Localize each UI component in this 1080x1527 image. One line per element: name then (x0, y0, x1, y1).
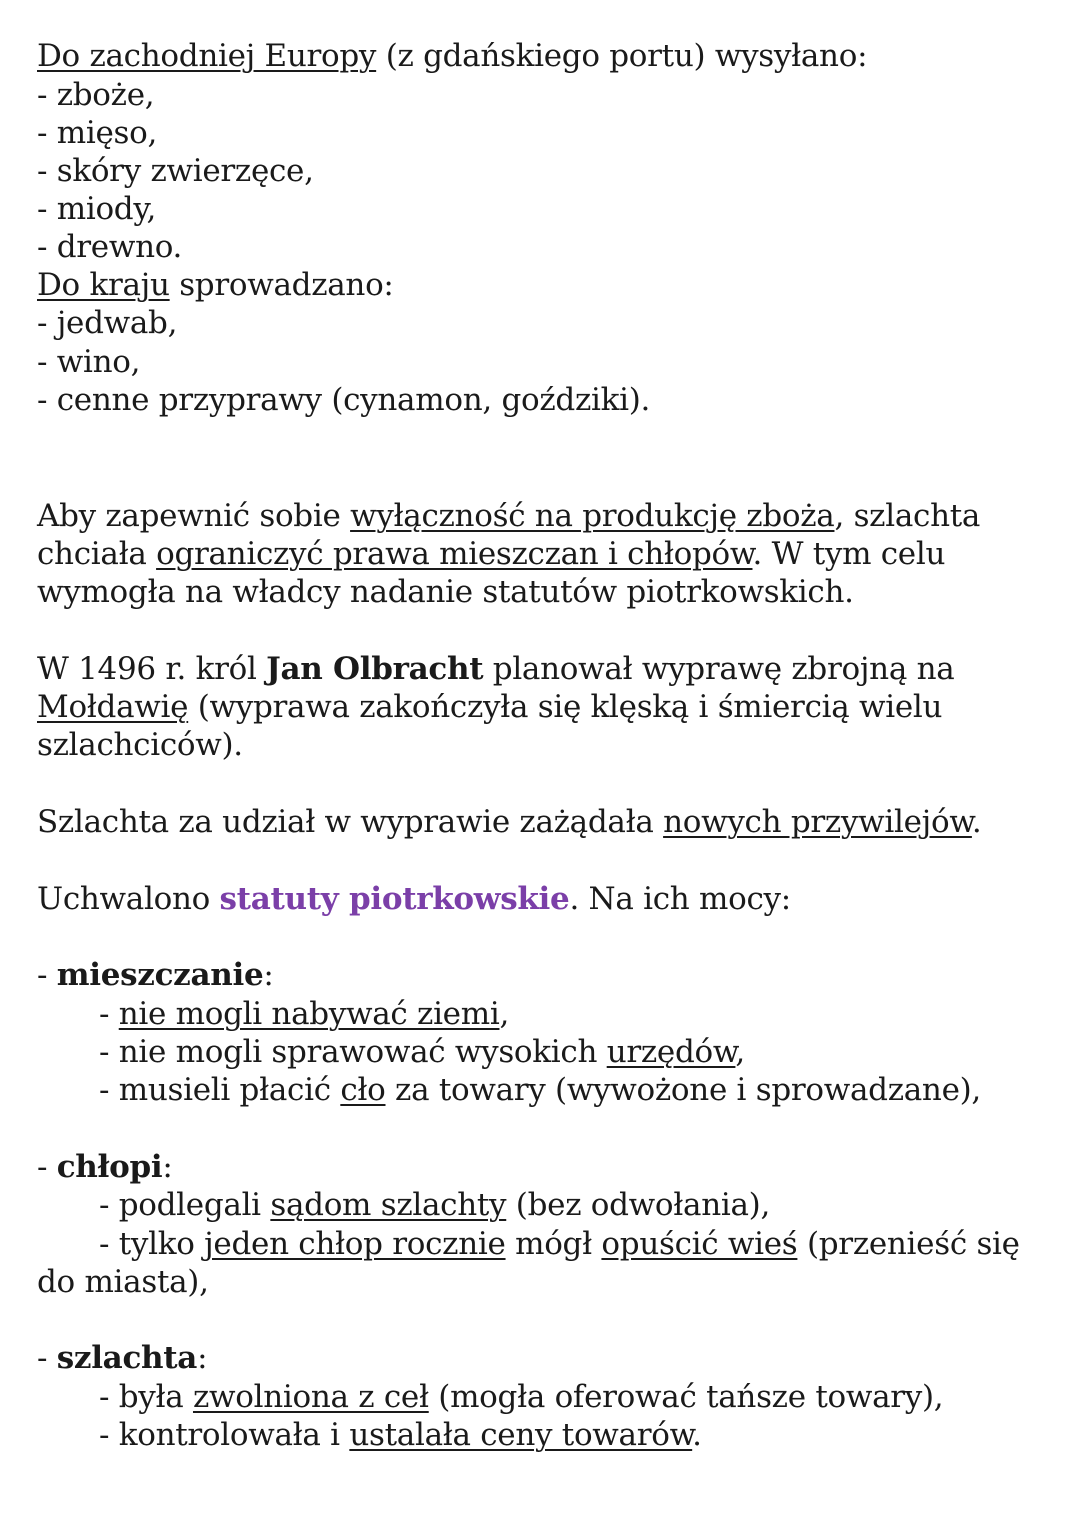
para1-line3: wymogła na władcy nadanie statutów piotrkowskich. (37, 574, 854, 610)
text-span: W 1496 r. król (37, 651, 267, 687)
text-span: - (37, 1340, 57, 1376)
chlopi-heading (37, 1148, 173, 1186)
export-item: - miody, (37, 191, 156, 227)
underlined-phrase: opuścić wieś (601, 1226, 798, 1262)
export-heading (37, 37, 867, 75)
text-span: - była (99, 1379, 193, 1415)
text-span: . (692, 1417, 702, 1453)
text-span: - nie mogli sprawować wysokich (99, 1034, 607, 1070)
text-span: Aby zapewnić sobie (37, 498, 351, 534)
text-span: chciała (37, 536, 157, 572)
mieszczanie-heading (37, 956, 274, 994)
szlachta-item (99, 1378, 943, 1416)
text-span: , (735, 1034, 745, 1070)
text-span: - (99, 996, 119, 1032)
text-span: mógł (505, 1226, 602, 1262)
text-span: (mogła oferować tańsze towary), (428, 1379, 944, 1415)
import-heading (37, 266, 394, 304)
group-label: szlachta (56, 1340, 198, 1376)
para2-line1 (37, 650, 954, 688)
text-span: Szlachta za udział w wyprawie zażądała (37, 804, 664, 840)
text-span: , szlachta (834, 498, 981, 534)
export-item: - skóry zwierzęce, (37, 153, 314, 189)
import-heading-rest: sprowadzano: (169, 267, 394, 303)
underlined-phrase: ograniczyć prawa mieszczan i chłopów (156, 536, 753, 572)
text-span: . W tym celu (752, 536, 946, 572)
chlopi-item (99, 1186, 770, 1224)
text-span: za towary (wywożone i sprowadzane), (385, 1072, 981, 1108)
text-span: (bez odwołania), (506, 1187, 771, 1223)
para2-line2 (37, 688, 942, 726)
text-span: - (37, 957, 57, 993)
text-span: planował wyprawę zbrojną na (483, 651, 955, 687)
statuty-highlight: statuty piotrkowskie (219, 881, 570, 917)
underlined-phrase: cło (340, 1072, 386, 1108)
underlined-phrase: nowych przywilejów (663, 804, 972, 840)
underlined-phrase: ustalała ceny towarów (349, 1417, 693, 1453)
text-span: - kontrolowała i (99, 1417, 350, 1453)
mieszczanie-item (99, 1033, 745, 1071)
mieszczanie-item (99, 1071, 981, 1109)
para2-line3: szlachciców). (37, 727, 243, 763)
mieszczanie-item (99, 995, 509, 1033)
text-span: (wyprawa zakończyła się klęską i śmiercią wielu (188, 689, 943, 725)
text-span: Uchwalono (37, 881, 220, 917)
chlopi-item (99, 1225, 1020, 1263)
export-item: - mięso, (37, 115, 158, 151)
export-item: - drewno. (37, 229, 183, 265)
text-span: : (197, 1340, 208, 1376)
text-span: - (37, 1149, 57, 1185)
text-span: : (263, 957, 274, 993)
szlachta-heading (37, 1339, 207, 1377)
import-heading-underlined: Do kraju (37, 267, 170, 303)
para3-line (37, 803, 981, 841)
text-span: (przenieść się (797, 1226, 1020, 1262)
export-item: - zboże, (37, 77, 155, 113)
underlined-phrase: jeden chłop rocznie (204, 1226, 506, 1262)
underlined-phrase: urzędów (606, 1034, 736, 1070)
text-span: - podlegali (99, 1187, 271, 1223)
text-span: : (162, 1149, 173, 1185)
underlined-phrase: sądom szlachty (270, 1187, 507, 1223)
import-item: - wino, (37, 344, 141, 380)
text-span: - musieli płacić (99, 1072, 341, 1108)
para1-line2 (37, 535, 945, 573)
underlined-phrase: wyłączność na produkcję zboża (350, 498, 835, 534)
para4-line (37, 880, 791, 918)
para1-line1 (37, 497, 980, 535)
chlopi-item-continuation: do miasta), (37, 1264, 209, 1300)
szlachta-item (99, 1416, 702, 1454)
import-item: - cenne przyprawy (cynamon, goździki). (37, 382, 651, 418)
king-name: Jan Olbracht (266, 651, 484, 687)
underlined-phrase: zwolniona z ceł (192, 1379, 429, 1415)
text-span: - tylko (99, 1226, 205, 1262)
export-heading-underlined: Do zachodniej Europy (37, 38, 377, 74)
underlined-phrase: nie mogli nabywać ziemi (118, 996, 500, 1032)
underlined-phrase: Mołdawię (37, 689, 189, 725)
import-item: - jedwab, (37, 305, 178, 341)
group-label: mieszczanie (56, 957, 264, 993)
group-label: chłopi (56, 1149, 163, 1185)
text-span: . (971, 804, 982, 840)
export-heading-rest: (z gdańskiego portu) wysyłano: (376, 38, 868, 74)
text-span: . Na ich mocy: (569, 881, 791, 917)
text-span: , (499, 996, 510, 1032)
